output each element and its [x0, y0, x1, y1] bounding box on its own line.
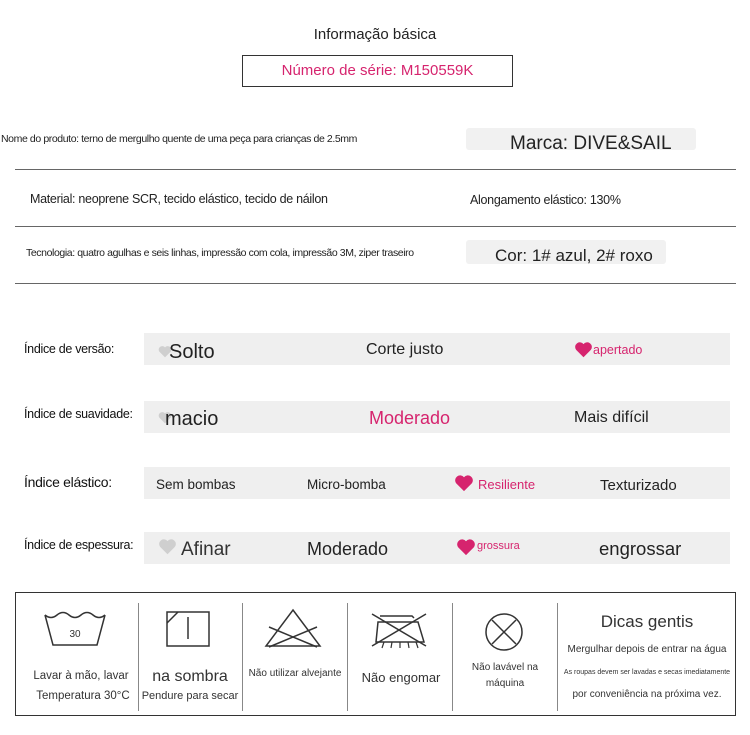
index-label-softness: Índice de suavidade:: [24, 407, 133, 421]
shade-line2: Pendure para secar: [141, 690, 239, 702]
no-machine-line1: Não lavável na: [471, 662, 539, 673]
hand-wash-30-icon: [43, 611, 107, 651]
wash-temp-label: 30: [69, 629, 81, 640]
serial-number-box: Número de série: M150559K: [242, 55, 513, 87]
no-bleach-label: Não utilizar alvejante: [248, 668, 342, 679]
no-iron-icon: [368, 608, 430, 650]
tips-title: Dicas gentis: [600, 612, 694, 631]
index-option: Afinar: [181, 539, 231, 560]
no-iron-label: Não engomar: [361, 670, 441, 685]
color-options: Cor: 1# azul, 2# roxo: [495, 246, 653, 265]
index-label-version: Índice de versão:: [24, 342, 115, 356]
tips-line3: por conveniência na próxima vez.: [572, 689, 722, 700]
material: Material: neoprene SCR, tecido elástico, tecido de náilon: [30, 192, 328, 206]
index-option: Mais difícil: [574, 409, 649, 426]
heart-selected-icon: [574, 341, 593, 359]
index-label-elastic: Índice elástico:: [24, 474, 112, 490]
no-machine-line2: máquina: [485, 678, 525, 689]
index-option-selected: grossura: [477, 540, 520, 552]
no-bleach-icon: [263, 607, 323, 649]
care-divider: [347, 603, 348, 711]
section-title: Informação básica: [313, 26, 437, 43]
heart-inactive-icon: [158, 538, 177, 556]
divider: [15, 169, 736, 170]
care-divider: [452, 603, 453, 711]
wash-line1: Lavar à mão, lavar: [33, 670, 129, 682]
index-option: Texturizado: [600, 477, 677, 494]
tips-line1: Mergulhar depois de entrar na água: [567, 644, 727, 655]
brand: Marca: DIVE&SAIL: [510, 133, 672, 154]
index-option-selected: apertado: [593, 343, 643, 357]
care-divider: [242, 603, 243, 711]
index-option: Corte justo: [366, 341, 444, 358]
elongation: Alongamento elástico: 130%: [470, 193, 621, 207]
care-divider: [557, 603, 558, 711]
shade-line1: na sombra: [152, 668, 228, 685]
index-label-thickness: Índice de espessura:: [24, 538, 134, 552]
index-option-selected: Resiliente: [478, 477, 536, 492]
index-option-selected: Moderado: [369, 408, 451, 428]
dry-in-shade-icon: [166, 611, 210, 647]
index-option: Micro-bomba: [307, 477, 386, 492]
heart-selected-icon: [454, 474, 474, 492]
index-option: Sem bombas: [156, 477, 236, 492]
heart-selected-icon: [456, 538, 476, 556]
divider: [15, 226, 736, 227]
wash-line2: Temperatura 30°C: [36, 690, 130, 702]
index-option: Moderado: [307, 539, 389, 559]
technology: Tecnologia: quatro agulhas e seis linhas, impressão com cola, impressão 3M, ziper traseiro: [26, 247, 414, 259]
product-name: Nome do produto: terno de mergulho quente de uma peça para crianças de 2.5mm: [1, 133, 357, 145]
tips-line2: As roupas devem ser lavadas e secas imediatamente: [563, 669, 731, 676]
index-option: Solto: [169, 341, 215, 363]
no-machine-wash-icon: [482, 612, 526, 652]
divider: [15, 283, 736, 284]
index-option: macio: [165, 408, 219, 430]
index-option: engrossar: [599, 538, 682, 559]
